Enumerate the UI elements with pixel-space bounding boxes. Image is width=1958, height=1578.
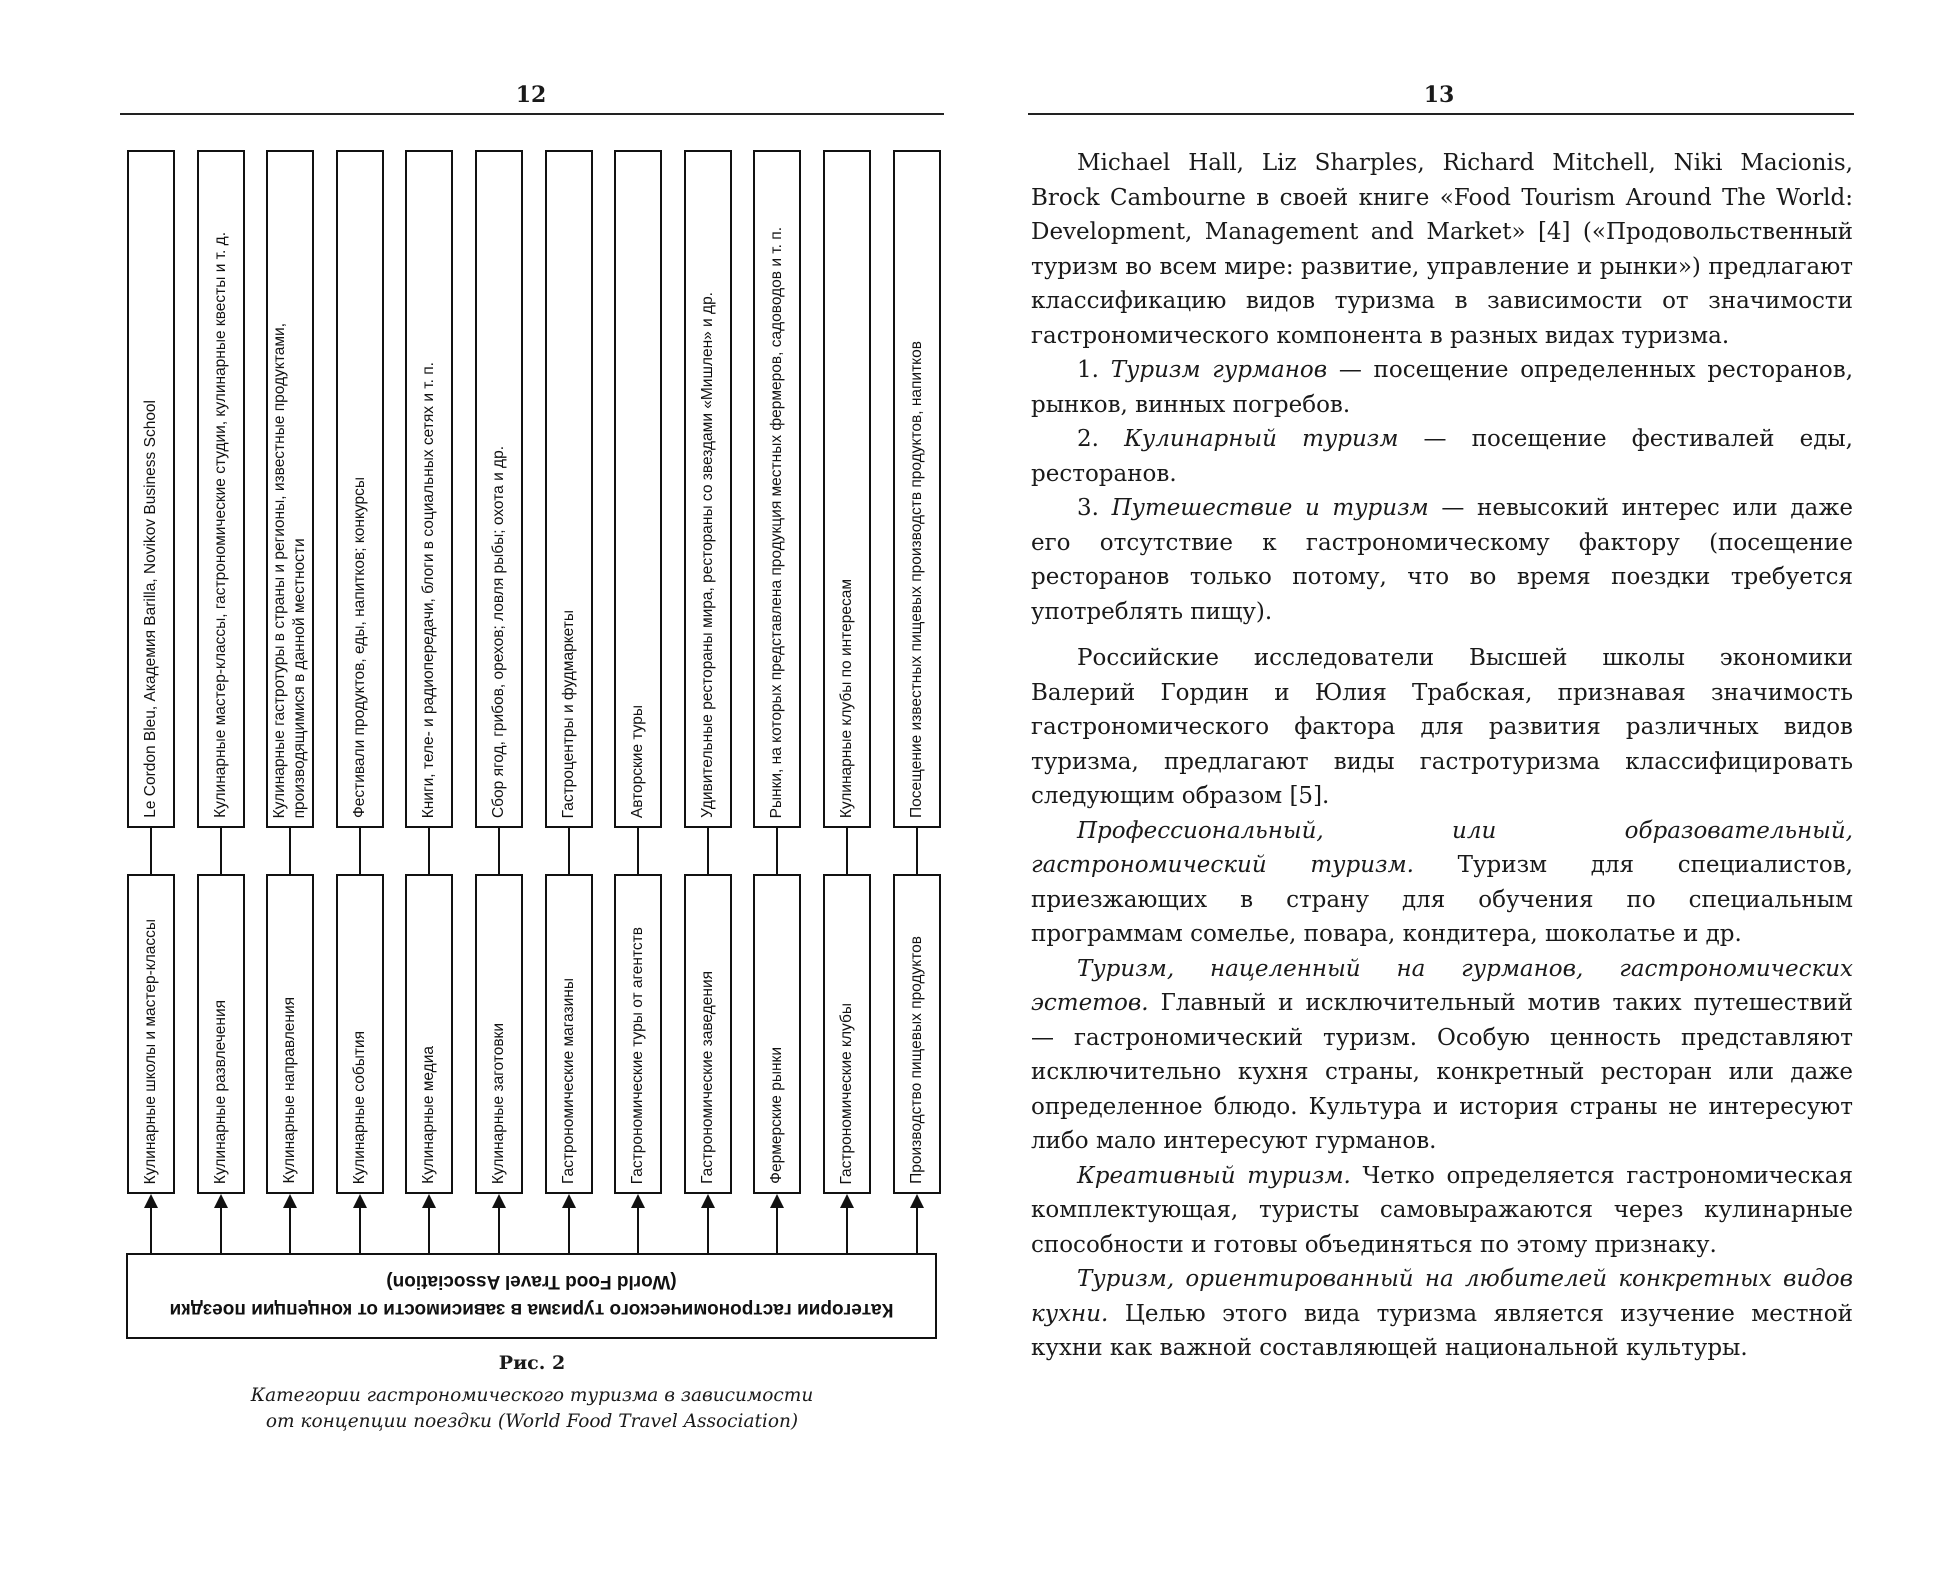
body-text <box>1031 146 1853 1366</box>
list-number: 1. <box>1077 357 1099 383</box>
category-label: Кулинарные медиа <box>420 1046 437 1184</box>
list-item-2 <box>1031 422 1853 491</box>
detail-box <box>266 150 314 828</box>
connector-line <box>916 828 918 874</box>
category-box <box>823 874 871 1194</box>
detail-text-line: Книги, теле- и радиопередачи, блоги в социальных сетях и т. п. <box>420 361 437 818</box>
connector-line <box>289 828 291 874</box>
category-box <box>475 874 523 1194</box>
figure-caption-line: от концепции поездки (World Food Travel Association) <box>265 1411 799 1432</box>
figure-caption-line: Категории гастрономического туризма в зависимости <box>250 1385 814 1406</box>
right-page-number: 13 <box>1423 82 1455 108</box>
type-term: Профессиональный, или образовательный, гастрономический туризм. <box>1031 817 1853 878</box>
diagram-root-source: (World Food Travel Association) <box>386 1271 677 1292</box>
category-label: Кулинарные события <box>351 1030 368 1184</box>
detail-text <box>489 446 509 818</box>
detail-text <box>141 400 161 818</box>
detail-box <box>614 150 662 828</box>
list-text: — посещение определенных ресторанов, рынков, винных погребов. <box>1031 357 1854 418</box>
detail-box <box>823 150 871 828</box>
detail-text-line: Авторские туры <box>629 704 646 818</box>
detail-text <box>211 232 231 818</box>
arrow-shaft <box>637 1206 639 1253</box>
detail-text <box>350 477 370 818</box>
detail-text-line: Le Cordon Bleu, Академия Barilla, Novikov Business School <box>142 400 159 818</box>
detail-text <box>837 579 857 818</box>
type-paragraph-professional <box>1031 814 1853 952</box>
type-paragraph-gourmet <box>1031 952 1853 1159</box>
detail-box <box>475 150 523 828</box>
category-label: Гастрономические заведения <box>699 971 716 1184</box>
arrow-shaft <box>150 1206 152 1253</box>
detail-box <box>405 150 453 828</box>
figure-label: Рис. 2 <box>498 1352 566 1374</box>
detail-text-line: Удивительные рестораны мира, рестораны со звездами «Мишлен» и др. <box>699 292 716 818</box>
diagram-root-title: Категории гастрономического туризма в зависимости от концепции поездки <box>169 1299 894 1320</box>
category-box <box>336 874 384 1194</box>
figure-caption <box>125 1383 939 1435</box>
arrow-shaft <box>846 1206 848 1253</box>
category-box <box>405 874 453 1194</box>
research-paragraph: Российские исследователи Высшей школы экономики Валерий Гордин и Юлия Трабская, признавая значимость гастрономического фактора для развития различных видов туризма, предлагают виды гастротуризма классифицировать следующим образом [5]. <box>1031 645 1853 809</box>
connector-line <box>637 828 639 874</box>
category-box <box>197 874 245 1194</box>
connector-line <box>150 828 152 874</box>
detail-text-line: Посещение известных пищевых производств продуктов, напитков <box>908 341 925 818</box>
category-box <box>266 874 314 1194</box>
detail-box <box>127 150 175 828</box>
detail-text <box>698 292 718 818</box>
connector-line <box>707 828 709 874</box>
type-term: Туризм, нацеленный на гурманов, гастрономических эстетов. <box>1031 955 1853 1016</box>
category-label: Кулинарные школы и мастер-классы <box>142 918 159 1184</box>
connector-line <box>568 828 570 874</box>
detail-text-line: Кулинарные клубы по интересам <box>838 578 855 818</box>
arrow-shaft <box>916 1206 918 1253</box>
arrow-shaft <box>776 1206 778 1253</box>
category-box <box>127 874 175 1194</box>
type-paragraph-cuisine <box>1031 1262 1853 1366</box>
diagram-root-box <box>126 1253 937 1339</box>
detail-text-line: Кулинарные гастротуры в страны и регионы, известные продуктами, <box>271 322 288 818</box>
list-item-3 <box>1031 491 1853 629</box>
category-box <box>893 874 941 1194</box>
connector-line <box>776 828 778 874</box>
right-header-rule <box>1028 113 1854 115</box>
detail-text <box>559 610 579 818</box>
detail-text-line: Сбор ягод, грибов, орехов; ловля рыбы; охота и др. <box>490 445 507 818</box>
type-text: Четко определяется гастрономическая комплектующая, туристы самовыражаются через кулинарные способности и готовы объединяться по этому признаку. <box>1031 1162 1854 1258</box>
intro-paragraph: Michael Hall, Liz Sharples, Richard Mitchell, Niki Macionis, Brock Cambourne в своей книге «Food Tourism Around The World: Development, Management and Market» [4] («Продовольственный туризм во всем мире: развитие, управление и рынки») предлагают классификацию видов туризма в зависимости от значимости гастрономического компонента в разных видах туризма. <box>1031 150 1853 349</box>
arrow-shaft <box>359 1206 361 1253</box>
arrow-shaft <box>568 1206 570 1253</box>
category-label: Фермерские рынки <box>768 1047 785 1184</box>
category-label: Гастрономические клубы <box>838 1002 855 1184</box>
detail-text-line: Гастроцентры и фудмаркеты <box>560 609 577 818</box>
category-label: Кулинарные направления <box>281 997 298 1184</box>
connector-line <box>428 828 430 874</box>
detail-box <box>336 150 384 828</box>
category-box <box>684 874 732 1194</box>
detail-text <box>767 227 787 818</box>
type-paragraph-creative <box>1031 1159 1853 1263</box>
detail-box <box>545 150 593 828</box>
connector-line <box>498 828 500 874</box>
detail-text <box>270 323 310 818</box>
connector-line <box>359 828 361 874</box>
list-number: 3. <box>1077 495 1099 521</box>
left-page-number: 12 <box>515 82 547 108</box>
category-box <box>753 874 801 1194</box>
detail-text-line: Кулинарные мастер-классы, гастрономические студии, кулинарные квесты и т. д. <box>212 232 229 818</box>
type-text: Главный и исключительный мотив таких путешествий — гастрономический туризм. Особую ценность представляют исключительно кухня страны, конкретный ресторан или даже определенное блюдо. Культура и история страны не интересуют либо мало интересуют гурманов. <box>1031 990 1853 1154</box>
arrow-shaft <box>498 1206 500 1253</box>
category-label: Кулинарные заготовки <box>490 1022 507 1184</box>
arrow-shaft <box>220 1206 222 1253</box>
list-number: 2. <box>1077 426 1099 452</box>
detail-box <box>197 150 245 828</box>
list-term: Туризм гурманов <box>1110 357 1328 383</box>
category-label: Гастрономические туры от агентств <box>629 926 646 1184</box>
arrow-shaft <box>707 1206 709 1253</box>
detail-box <box>753 150 801 828</box>
detail-text <box>628 705 648 818</box>
list-term: Кулинарный туризм <box>1124 426 1399 452</box>
detail-text <box>907 341 927 818</box>
connector-line <box>220 828 222 874</box>
detail-text-line: Рынки, на которых представлена продукция местных фермеров, садоводов и т. п. <box>768 226 785 818</box>
connector-line <box>846 828 848 874</box>
list-text: — посещение фестивалей еды, ресторанов. <box>1031 426 1853 487</box>
type-term: Креативный туризм. <box>1077 1162 1351 1189</box>
type-text: Туризм для специалистов, приезжающих в страну для обучения по специальным программам сомелье, повара, кондитера, шоколатье и др. <box>1031 852 1853 947</box>
category-label: Гастрономические магазины <box>560 977 577 1184</box>
list-item-1 <box>1031 353 1853 422</box>
detail-text-line: производящимися в данной местности <box>291 537 308 818</box>
category-box <box>545 874 593 1194</box>
detail-text <box>419 362 439 818</box>
category-box <box>614 874 662 1194</box>
detail-text-line: Фестивали продуктов, еды, напитков; конкурсы <box>351 476 368 818</box>
detail-box <box>893 150 941 828</box>
arrow-shaft <box>289 1206 291 1253</box>
type-text: Целью этого вида туризма является изучение местной кухни как важной составляющей национальной культуры. <box>1031 1300 1853 1361</box>
list-term: Путешествие и туризм <box>1111 495 1429 521</box>
type-term: Туризм, ориентированный на любителей конкретных видов кухни. <box>1031 1266 1853 1327</box>
list-text: — невысокий интерес или даже его отсутствие к гастрономическому фактору (посещение ресторанов только потому, что во время поездки требуется употреблять пищу). <box>1031 495 1853 625</box>
category-label: Кулинарные развлечения <box>212 999 229 1184</box>
arrow-shaft <box>428 1206 430 1253</box>
detail-box <box>684 150 732 828</box>
category-label: Производство пищевых продуктов <box>908 936 925 1184</box>
